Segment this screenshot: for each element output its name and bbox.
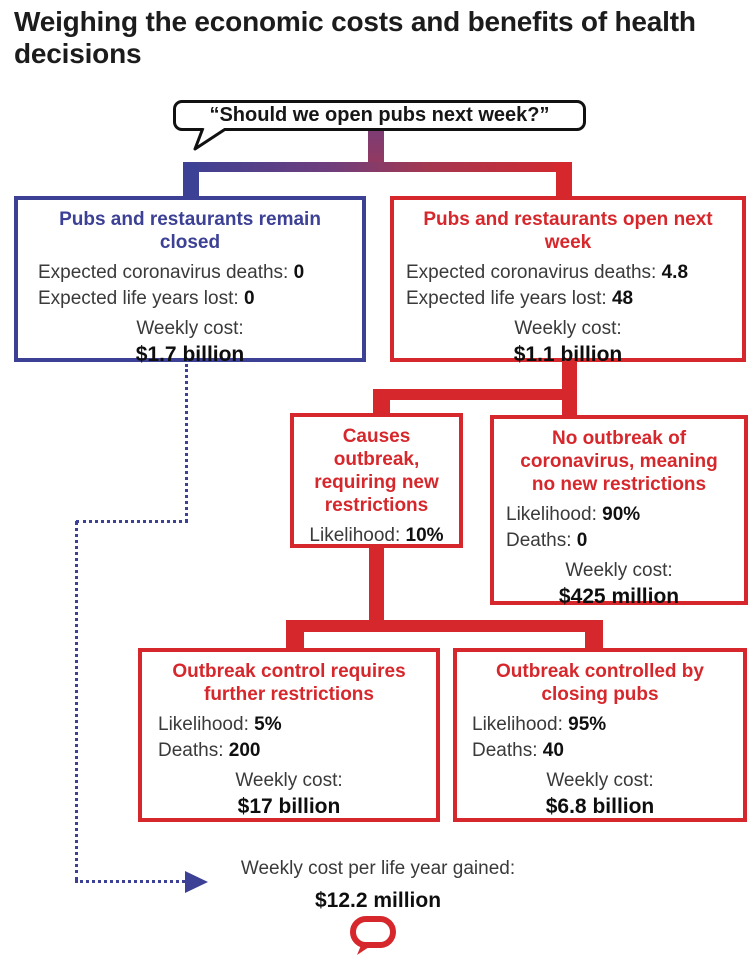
node-title: Outbreak control requires further restrictions bbox=[172, 661, 406, 705]
node-no-outbreak bbox=[490, 415, 748, 609]
connector-outbreak-drop-left bbox=[286, 624, 304, 650]
fact-deaths: Deaths: 0 bbox=[506, 530, 588, 552]
node-title: Pubs and restaurants open next week bbox=[423, 209, 713, 253]
question-text: “Should we open pubs next week?” bbox=[209, 104, 550, 126]
connector-root-bar bbox=[183, 162, 572, 172]
footer-label: Weekly cost per life year gained: bbox=[240, 858, 516, 879]
connector-root-drop-right bbox=[556, 164, 572, 198]
page-title: Weighing the economic costs and benefits of health decisions bbox=[14, 6, 696, 69]
fact-deaths: Deaths: 40 bbox=[472, 740, 564, 762]
dotted-path-segment-3 bbox=[75, 521, 78, 881]
node-title: Outbreak controlled by closing pubs bbox=[496, 661, 704, 705]
weekly-cost: Weekly cost: $6.8 billion bbox=[545, 770, 655, 819]
fact-likelihood: Likelihood: 5% bbox=[158, 713, 282, 735]
weekly-cost: Weekly cost: $425 million bbox=[558, 560, 680, 609]
connector-outbreak-drop-right bbox=[585, 624, 603, 650]
speech-bubble-tail-icon bbox=[192, 128, 232, 154]
footer-value: $12.2 million bbox=[314, 889, 442, 912]
fact-deaths: Deaths: 200 bbox=[158, 740, 261, 762]
node-facts bbox=[18, 260, 362, 312]
dotted-path-segment-2 bbox=[76, 520, 188, 523]
fact-expected-deaths: Expected coronavirus deaths: 0 bbox=[38, 261, 305, 283]
weekly-cost: Weekly cost: $1.7 billion bbox=[135, 318, 245, 367]
connector-open-bar bbox=[373, 389, 577, 400]
node-outbreak-controlled bbox=[453, 648, 747, 822]
fact-expected-deaths: Expected coronavirus deaths: 4.8 bbox=[406, 261, 689, 283]
the-conversation-logo-icon bbox=[349, 915, 399, 957]
connector-open-drop-left bbox=[373, 392, 390, 415]
question-bubble bbox=[173, 100, 586, 131]
node-title: Pubs and restaurants remain closed bbox=[59, 209, 321, 253]
node-causes-outbreak bbox=[290, 413, 463, 548]
fact-life-years-lost: Expected life years lost: 0 bbox=[38, 288, 255, 310]
connector-outbreak-bar bbox=[286, 620, 603, 632]
node-facts bbox=[457, 712, 743, 764]
fact-likelihood: Likelihood: 90% bbox=[506, 503, 641, 525]
connector-root-drop-left bbox=[183, 164, 199, 198]
node-facts bbox=[494, 502, 744, 554]
fact-likelihood: Likelihood: 10% bbox=[309, 524, 444, 546]
node-title: Causes outbreak, requiring new restrictions bbox=[314, 426, 439, 516]
dotted-path-segment-4 bbox=[75, 880, 185, 883]
fact-likelihood: Likelihood: 95% bbox=[472, 713, 607, 735]
weekly-cost: Weekly cost: $1.1 billion bbox=[513, 318, 623, 367]
node-facts bbox=[294, 523, 459, 549]
node-further-restrictions bbox=[138, 648, 440, 822]
fact-life-years-lost: Expected life years lost: 48 bbox=[406, 288, 634, 310]
arrow-right-icon bbox=[185, 871, 208, 893]
node-facts bbox=[142, 712, 436, 764]
node-facts bbox=[394, 260, 742, 312]
node-pubs-open-next-week bbox=[390, 196, 746, 367]
node-pubs-remain-closed bbox=[14, 196, 366, 367]
weekly-cost: Weekly cost: $17 billion bbox=[235, 770, 343, 819]
node-title: No outbreak of coronavirus, meaning no new restrictions bbox=[520, 428, 718, 495]
dotted-path-segment-1 bbox=[185, 364, 188, 522]
